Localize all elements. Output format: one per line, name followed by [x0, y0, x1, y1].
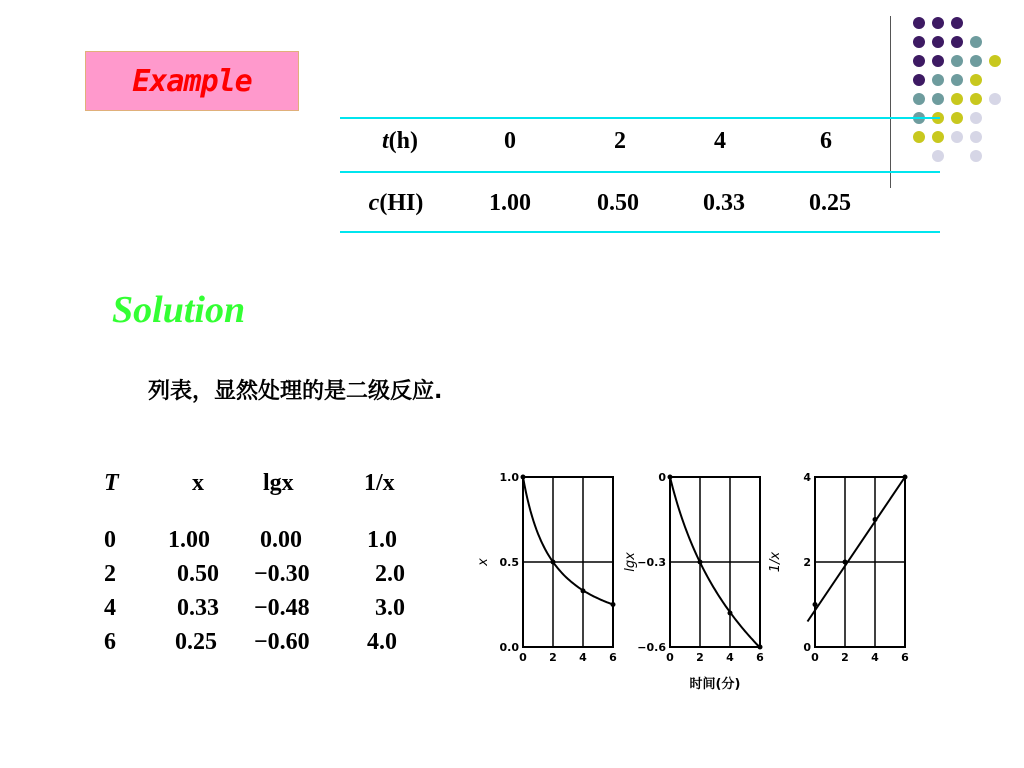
conc-value: 0.33 — [703, 190, 745, 216]
series-line — [808, 477, 906, 622]
y-tick-label: 1.0 — [499, 471, 519, 484]
calc-cell: −0.30 — [254, 561, 310, 587]
time-unit: (h) — [388, 128, 418, 154]
data-point — [668, 475, 673, 480]
data-point — [813, 602, 818, 607]
data-point — [843, 560, 848, 565]
plots-area — [470, 460, 930, 700]
series-line — [523, 477, 613, 605]
conc-value: 1.00 — [489, 190, 531, 216]
x-tick-label: 6 — [609, 651, 617, 664]
y-axis-label: lgx — [623, 552, 638, 572]
plots-svg — [470, 460, 930, 700]
calc-cell: 2 — [104, 561, 116, 587]
x-tick-label: 4 — [579, 651, 587, 664]
example-box — [85, 51, 299, 111]
data-point — [551, 560, 556, 565]
y-tick-label: 0.0 — [499, 641, 519, 654]
time-value: 6 — [820, 128, 832, 154]
conc-unit: (HI) — [379, 190, 424, 216]
calc-cell: 0.50 — [177, 561, 219, 587]
x-tick-label: 0 — [666, 651, 674, 664]
y-axis-label: 1/x — [768, 551, 783, 573]
x-tick-label: 0 — [811, 651, 819, 664]
time-value: 4 — [714, 128, 726, 154]
data-point — [521, 475, 526, 480]
table-mid-rule — [340, 171, 940, 173]
conc-symbol: c — [368, 190, 380, 216]
calc-cell: 6 — [104, 629, 116, 655]
x-axis-label: 时间(分) — [689, 677, 741, 692]
calc-cell: 0.33 — [177, 595, 219, 621]
time-value: 0 — [504, 128, 516, 154]
x-tick-label: 2 — [841, 651, 849, 664]
y-tick-label: 2 — [803, 556, 811, 569]
y-axis-label: x — [476, 558, 491, 566]
calc-cell: 0.25 — [175, 629, 217, 655]
y-tick-label: 0 — [803, 641, 811, 654]
row-header-time — [350, 128, 450, 155]
calc-header-x: x — [192, 470, 204, 496]
table-bottom-rule — [340, 231, 940, 233]
y-tick-label: 4 — [803, 471, 811, 484]
data-point — [758, 645, 763, 650]
calc-cell: −0.48 — [254, 595, 310, 621]
data-point — [581, 588, 586, 593]
calc-cell: 0 — [104, 527, 116, 553]
conc-value: 0.50 — [597, 190, 639, 216]
calc-cell: −0.60 — [254, 629, 310, 655]
calc-cell: 1.00 — [168, 527, 210, 553]
time-value: 2 — [614, 128, 626, 154]
decorative-dots — [905, 12, 1015, 172]
calc-cell: 3.0 — [375, 595, 405, 621]
calc-header-t: T — [104, 470, 119, 496]
row-header-conc — [346, 190, 446, 217]
calc-cell: 4.0 — [367, 629, 397, 655]
example-label: Example — [132, 63, 252, 99]
y-tick-label: 0.5 — [499, 556, 519, 569]
x-tick-label: 4 — [726, 651, 734, 664]
x-tick-label: 0 — [519, 651, 527, 664]
x-tick-label: 6 — [756, 651, 764, 664]
data-point — [873, 517, 878, 522]
calc-header-lgx: lgx — [263, 470, 294, 496]
calc-cell: 4 — [104, 595, 116, 621]
y-tick-label: −0.3 — [637, 556, 666, 569]
calc-cell: 2.0 — [375, 561, 405, 587]
solution-heading: Solution — [112, 289, 246, 331]
x-tick-label: 2 — [696, 651, 704, 664]
calc-cell: 1.0 — [367, 527, 397, 553]
dot-grid — [913, 17, 1001, 162]
data-point — [728, 611, 733, 616]
calc-cell: 0.00 — [260, 527, 302, 553]
table-top-rule — [340, 117, 940, 119]
conc-value: 0.25 — [809, 190, 851, 216]
x-tick-label: 4 — [871, 651, 879, 664]
y-tick-label: −0.6 — [637, 641, 666, 654]
x-tick-label: 2 — [549, 651, 557, 664]
x-tick-label: 6 — [901, 651, 909, 664]
calc-header-inv: 1/x — [364, 470, 395, 496]
data-point — [698, 560, 703, 565]
data-point — [611, 602, 616, 607]
data-point — [903, 475, 908, 480]
divider-line — [890, 16, 891, 188]
time-symbol: t — [381, 128, 389, 154]
solution-text: 列表，显然处理的是二级反应. — [148, 379, 443, 404]
y-tick-label: 0 — [658, 471, 666, 484]
